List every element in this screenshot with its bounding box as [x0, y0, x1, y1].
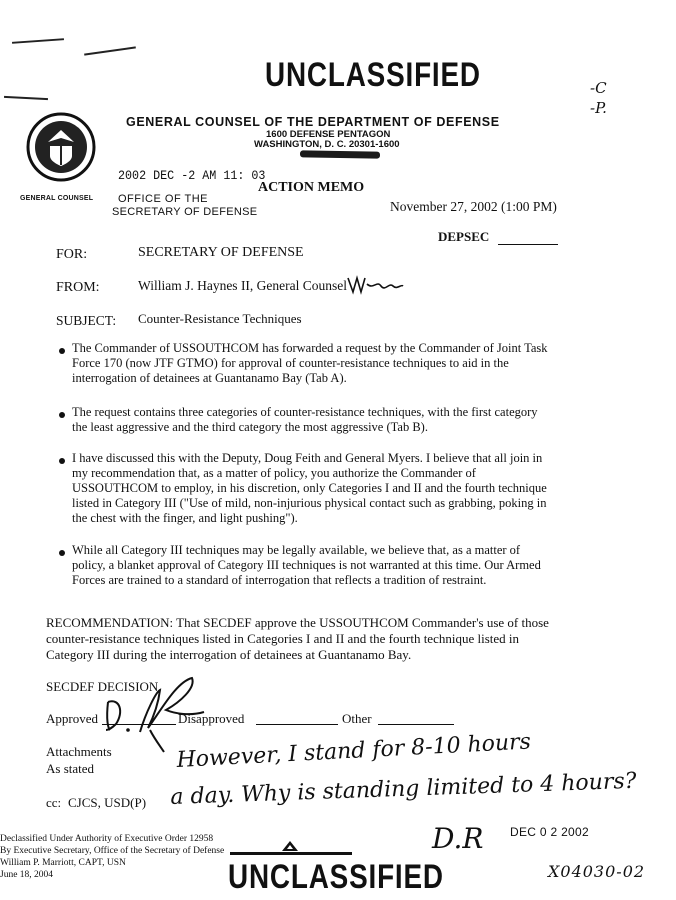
- cc-label: cc:: [46, 795, 62, 810]
- depsec-line: [498, 244, 558, 245]
- scan-mark: [84, 46, 136, 55]
- office-line2: SECRETARY OF DEFENSE: [112, 206, 258, 218]
- org-line1: GENERAL COUNSEL OF THE DEPARTMENT OF DEFENSE: [126, 115, 500, 129]
- memo-type: ACTION MEMO: [258, 180, 365, 195]
- declass-line4: June 18, 2004: [0, 870, 54, 880]
- recycle-icon: [279, 839, 301, 853]
- declass-line3: William P. Marriott, CAPT, USN: [0, 858, 126, 868]
- bullet-paragraph: The Commander of USSOUTHCOM has forwarded a request by the Commander of Joint Task Force 170 (now JTF GTMO) for approval of counter-resistance techniques to aid in the interrogation of detainees at Guantanamo Bay (Tab A).: [72, 341, 548, 385]
- redaction-scribble: [300, 150, 380, 158]
- handwritten-date-stamp: DEC 0 2 2002: [510, 825, 589, 839]
- dod-seal: [26, 112, 96, 182]
- classification-bottom: UNCLASSIFIED: [228, 858, 444, 896]
- bullet-paragraph: While all Category III techniques may be legally available, we believe that, as a matter of policy, a blanket approval of Category III techniques is not warranted at this time. Our Armed Forces are trained to a standard of interrogation that reflects a tradition of restraint.: [72, 543, 541, 587]
- bullet-marker: [59, 348, 65, 354]
- for-value: SECRETARY OF DEFENSE: [138, 245, 304, 260]
- org-line2: 1600 DEFENSE PENTAGON: [266, 129, 391, 140]
- bullet-paragraph: I have discussed this with the Deputy, Doug Feith and General Myers. I believe that all join in my recommendation that, as a matter of policy, you authorize the Commander of USSOUTHCOM to employ, in his discretion, only Categories I and II and the fourth technique listed in Category III ("Use of mild, non-injurious physical contact such as grabbing, poking in the chest with the finger, and light pushing").: [72, 451, 547, 525]
- declass-line1: Declassified Under Authority of Executive Order 12958: [0, 834, 214, 844]
- bullet-paragraph: The request contains three categories of counter-resistance techniques, with the first category the least aggressive and the third category the most aggressive (Tab B).: [72, 405, 538, 434]
- for-label: FOR:: [56, 247, 88, 262]
- recommendation: [46, 615, 556, 663]
- memo-date: November 27, 2002 (1:00 PM): [390, 199, 557, 214]
- decision-heading: SECDEF DECISION: [46, 679, 159, 694]
- received-stamp: 2002 DEC -2 AM 11: 03: [118, 168, 266, 183]
- handwritten-note-line1: However, I stand for 8-10 hours: [176, 729, 532, 773]
- bullet-marker: [59, 412, 65, 418]
- subject-value: Counter-Resistance Techniques: [138, 311, 302, 326]
- recommendation-label: RECOMMENDATION:: [46, 615, 174, 630]
- margin-marks: -C -P.: [590, 79, 607, 117]
- bullet-marker: [59, 458, 65, 464]
- handwritten-initials: D.R: [432, 822, 484, 855]
- attachments-label: Attachments: [46, 744, 112, 759]
- recycle-divider: [230, 852, 352, 855]
- org-line3: WASHINGTON, D. C. 20301-1600: [254, 139, 400, 150]
- attachments-value: As stated: [46, 761, 95, 776]
- scan-mark: [12, 38, 64, 44]
- classification-top: UNCLASSIFIED: [265, 56, 481, 94]
- control-number: X04030-02: [548, 862, 646, 881]
- disapproved-line: [256, 724, 338, 725]
- bullet-marker: [59, 550, 65, 556]
- other-line: [378, 724, 454, 725]
- from-value: William J. Haynes II, General Counsel: [138, 278, 348, 293]
- subject-label: SUBJECT:: [56, 313, 117, 328]
- office-line1: OFFICE OF THE: [118, 193, 209, 205]
- declass-block: [0, 833, 224, 881]
- declass-line2: By Executive Secretary, Office of the Secretary of Defense: [0, 846, 225, 856]
- depsec-label: DEPSEC: [438, 229, 490, 244]
- cc-value: CJCS, USD(P): [68, 795, 147, 810]
- scan-mark: [4, 96, 48, 100]
- general-counsel-signature: [345, 272, 405, 296]
- disapproved-label: Disapproved: [178, 711, 245, 726]
- handwritten-note-line2: a day. Why is standing limited to 4 hours?: [170, 768, 637, 810]
- approved-label: Approved: [46, 711, 98, 726]
- from-label: FROM:: [56, 280, 100, 295]
- recommendation-text: That SECDEF approve the USSOUTHCOM Commander's use of those counter-resistance techniques listed in Categories I and II and the fourth technique listed in Category III during the interrogation of detainees at Guantanamo Bay.: [46, 615, 549, 662]
- seal-caption: GENERAL COUNSEL: [20, 195, 94, 202]
- other-label: Other: [342, 711, 372, 726]
- approval-initials: [100, 672, 210, 754]
